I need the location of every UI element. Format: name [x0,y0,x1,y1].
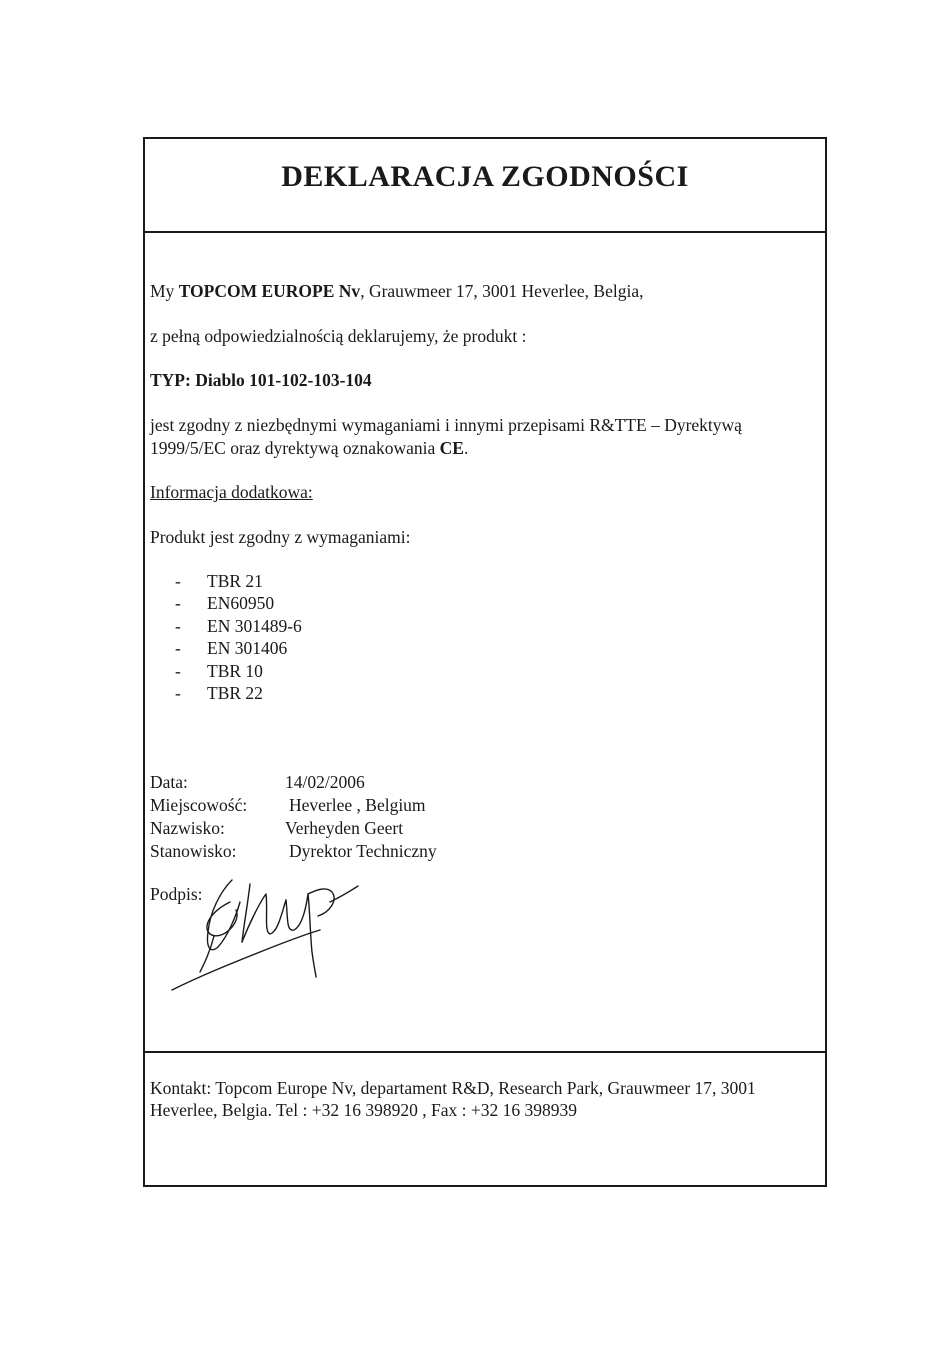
place-value: Heverlee , Belgium [289,795,426,815]
compliance-line-2 [150,438,468,459]
standard-item: EN 301406 [207,638,288,658]
list-bullet: - [175,571,181,591]
standard-item: EN 301489-6 [207,616,302,636]
position-label: Stanowisko: [150,841,237,861]
list-bullet: - [175,616,181,636]
compliance-line-2-suffix: . [463,438,469,458]
company-address: , Grauwmeer 17, 3001 Heverlee, Belgia, [360,281,644,301]
standard-item: EN60950 [207,593,275,613]
contact-line-2: Heverlee, Belgia. Tel : +32 16 398920 , Fax : +32 16 398939 [150,1100,577,1120]
document-title: DEKLARACJA ZGODNOŚCI [281,160,689,193]
list-bullet: - [175,661,181,681]
name-label: Nazwisko: [150,818,225,838]
intro-prefix: My [150,281,179,301]
compliance-line-2-prefix: 1999/5/EC oraz dyrektywą oznakowania [150,438,440,458]
additional-info-heading: Informacja dodatkowa: [150,482,313,502]
handwritten-signature [170,872,360,997]
name-value: Verheyden Geert [285,818,404,838]
responsibility-line: z pełną odpowiedzialnością deklarujemy, że produkt : [150,326,527,346]
standards-intro: Produkt jest zgodny z wymaganiami: [150,527,411,547]
footer-divider [143,1051,827,1053]
signature-label: Podpis: [150,884,203,904]
position-value: Dyrektor Techniczny [289,841,437,861]
date-value: 14/02/2006 [285,772,365,792]
place-label: Miejscowość: [150,795,248,815]
product-type: TYP: Diablo 101-102-103-104 [150,370,372,390]
standard-item: TBR 10 [207,661,263,681]
date-label: Data: [150,772,188,792]
standard-item: TBR 21 [207,571,263,591]
list-bullet: - [175,683,181,703]
contact-line-1: Kontakt: Topcom Europe Nv, departament R&D, Research Park, Grauwmeer 17, 3001 [150,1078,756,1098]
intro-line [150,281,644,302]
title-divider [143,231,827,233]
standard-item: TBR 22 [207,683,263,703]
ce-mark-text: CE [439,438,464,458]
company-name: TOPCOM EUROPE Nv [178,281,361,301]
compliance-line-1: jest zgodny z niezbędnymi wymaganiami i innymi przepisami R&TTE – Dyrektywą [150,415,742,435]
list-bullet: - [175,638,181,658]
list-bullet: - [175,593,181,613]
